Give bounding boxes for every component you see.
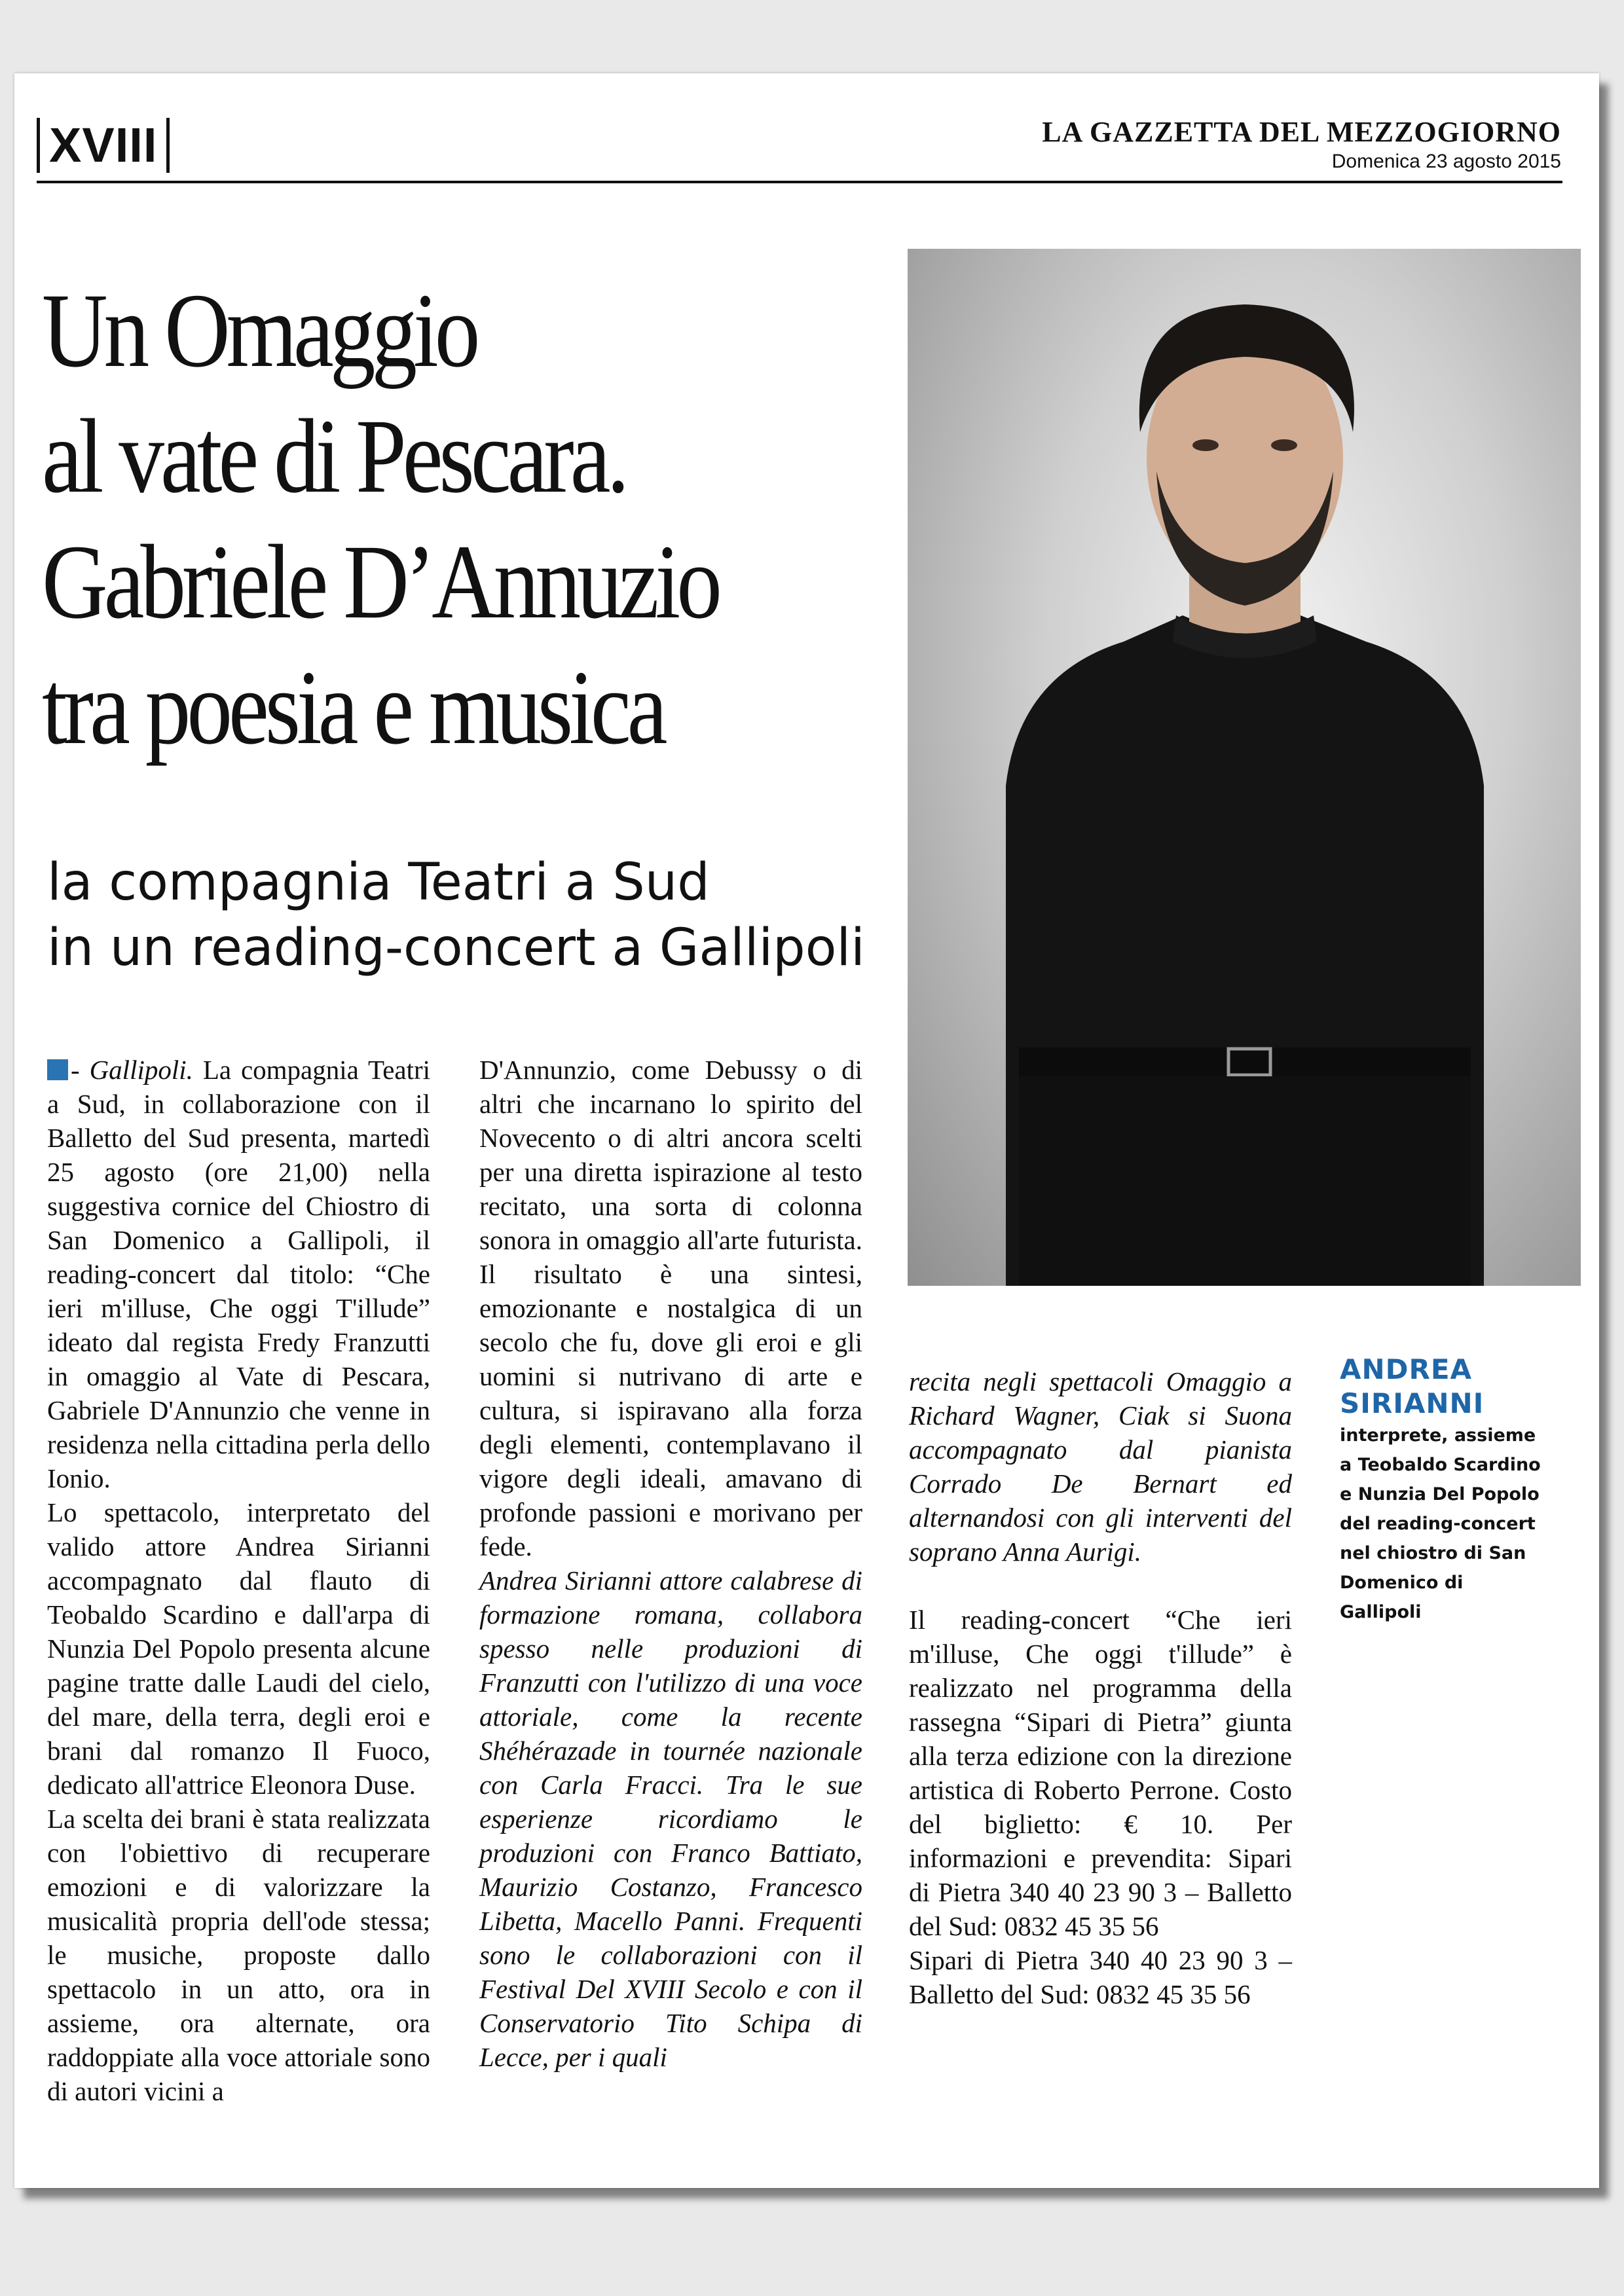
- article-paragraph: Lo spettacolo, interpretato del valido attore Andrea Sirianni accompagnato dal flauto di Teobaldo Scardino e dall'arpa di Nunzia Del Popolo presenta alcune pagine tratte dalle Laudi del cielo, del mare, della terra, degli eroi e brani dal romanzo Il Fuoco, dedicato all'attrice Eleonora Duse.: [47, 1497, 430, 1800]
- photo-caption: [1340, 1353, 1549, 1627]
- masthead: LA GAZZETTA DEL MEZZOGIORNO: [1042, 116, 1561, 148]
- paragraph-text: La compagnia Teatri a Sud, in collaborazione con il Balletto del Sud presenta, martedì 25 agosto (ore 21,00) nella suggestiva cornice del Chiostro di San Domenico a Gallipoli, il reading-concert dal titolo: “Che ieri m'illuse, Che oggi T'illude” ideato dal regista Fredy Franzutti in omaggio al Vate di Pescara, Gabriele D'Annunzio che venne in residenza nella cittadina perla dello Ionio.: [47, 1055, 431, 1493]
- headline-line-4: tra poesia e musica: [42, 649, 664, 767]
- section-bullet-icon: [47, 1059, 68, 1080]
- headline: [42, 268, 774, 771]
- article-paragraph: Andrea Sirianni attore calabrese di formazione romana, collabora spesso nelle produzioni di Franzutti con l'utilizzo di una voce attoriale, come la recente Shéhérazade in tournée nazionale con Carla Fracci. Tra le sue esperienze ricordiamo le produzioni con Franco Battiato, Maurizio Costanzo, Francesco Libetta, Macello Panni. Frequenti sono le collaborazioni con il Festival Del XVIII Secolo e con il Conservatorio Tito Schipa di Lecce, per i quali: [479, 1565, 862, 2072]
- article-paragraph: Il reading-concert “Che ieri m'illuse, Che oggi t'illude” è realizzato nel programma della rassegna “Sipari di Pietra” giunta alla terza edizione con la direzione artistica di Roberto Perrone. Costo del biglietto: € 10. Per informazioni e prevendita: Sipari di Pietra 340 40 23 90 3 – Balletto del Sud: 0832 45 35 56: [909, 1605, 1292, 1941]
- article-paragraph: La scelta dei brani è stata realizzata con l'obiettivo di recuperare emozioni e di valorizzare la musicalità propria dell'ode stessa; le musiche, proposte dallo spettacolo in un atto, ora in assieme, ora alternate, ora raddoppiate alla voce attoriale sono di autori vicini a: [47, 1804, 430, 2106]
- caption-text: interprete, assieme a Teobaldo Scardino e Nunzia Del Popolo del reading-concert nel chiostro di San Domenico di Gallipoli: [1340, 1425, 1541, 1622]
- article-paragraph: [47, 1053, 430, 1495]
- article-column-1: [47, 1053, 430, 2108]
- publication-date: Domenica 23 agosto 2015: [1331, 151, 1561, 172]
- portrait-illustration: [908, 249, 1581, 1286]
- headline-line-2: al vate di Pescara.: [42, 398, 626, 515]
- subheadline: [47, 850, 866, 981]
- caption-name-line-1: ANDREA: [1340, 1353, 1473, 1385]
- headline-line-1: Un Omaggio: [42, 272, 477, 390]
- article-paragraph: D'Annunzio, come Debussy o di altri che incarnano lo spirito del Novecento o di altri ancora scelti per una diretta ispirazione al testo recitato, una sorta di colonna sonora in omaggio all'arte futurista. Il risultato è una sintesi, emozionante e nostalgica di un secolo che fu, dove gli eroi e gli uomini si nutrivano di arte e cultura, si ispiravano alla forza degli elementi, contemplavano il vigore degli ideali, amavano di profonde passioni e morivano per fede.: [479, 1055, 862, 1561]
- article-paragraph: Sipari di Pietra 340 40 23 90 3 – Balletto del Sud: 0832 45 35 56: [909, 1945, 1292, 2009]
- subheadline-line-2: in un reading-concert a Gallipoli: [47, 919, 865, 977]
- article-column-2: [479, 1053, 862, 2074]
- caption-name-line-2: SIRIANNI: [1340, 1387, 1485, 1419]
- subheadline-line-1: la compagnia Teatri a Sud: [47, 853, 710, 912]
- headline-line-3: Gabriele D’Annuzio: [42, 524, 718, 641]
- page-number: XVIII: [37, 118, 170, 173]
- article-paragraph: recita negli spettacoli Omaggio a Richard Wagner, Ciak si Suona accompagnato dal pianista Corrado De Bernart ed alternandosi con gli interventi del soprano Anna Aurigi.: [909, 1366, 1292, 1567]
- actor-photo: [908, 249, 1581, 1286]
- header-rule: [37, 181, 1562, 183]
- dateline: - Gallipoli.: [71, 1055, 193, 1085]
- article-column-3: [909, 1364, 1292, 2011]
